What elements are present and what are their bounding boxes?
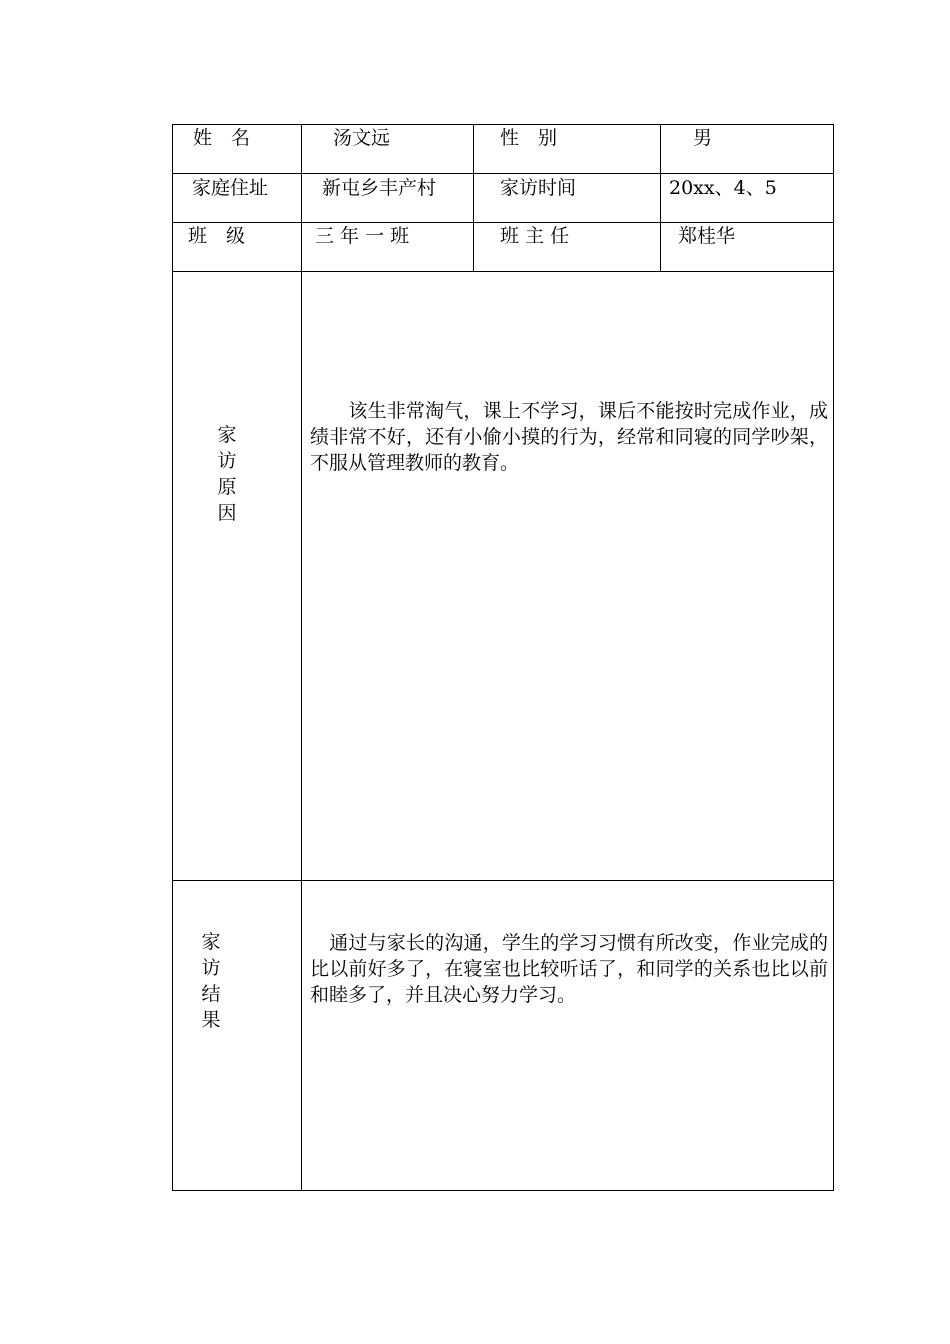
class-label: 班 级	[188, 225, 246, 247]
reason-paragraph: 该生非常淘气，课上不学习，课后不能按时完成作业，成绩非常不好，还有小偷小摸的行为，经常和同寝的同学吵架，不服从管理教师的教育。	[310, 400, 828, 474]
name-value: 汤文远	[333, 127, 391, 149]
class-value: 三 年 一 班	[315, 225, 410, 247]
result-paragraph: 通过与家长的沟通，学生的学习习惯有所改变，作业完成的比以前好多了，在寝室也比较听话了，和同学的关系也比以前和睦多了，并且决心努力学习。	[310, 932, 828, 1006]
cell-result-text	[301, 880, 834, 1191]
cell-result-label	[172, 880, 302, 1191]
address-value: 新屯乡丰产村	[322, 177, 437, 199]
gender-value: 男	[693, 127, 713, 149]
visit-time-value: 20xx、4、5	[669, 177, 777, 199]
address-label: 家庭住址	[192, 177, 269, 199]
visit-time-label: 家访时间	[500, 177, 577, 199]
cell-gender-value	[660, 124, 834, 174]
cell-reason-text	[301, 271, 834, 881]
teacher-label: 班 主 任	[500, 225, 570, 247]
cell-reason-label	[172, 271, 302, 881]
reason-label: 家访原因	[217, 424, 237, 524]
name-label: 姓 名	[193, 127, 251, 149]
result-label: 家访结果	[201, 931, 221, 1031]
teacher-value: 郑桂华	[678, 225, 736, 247]
gender-label: 性 别	[500, 127, 558, 149]
